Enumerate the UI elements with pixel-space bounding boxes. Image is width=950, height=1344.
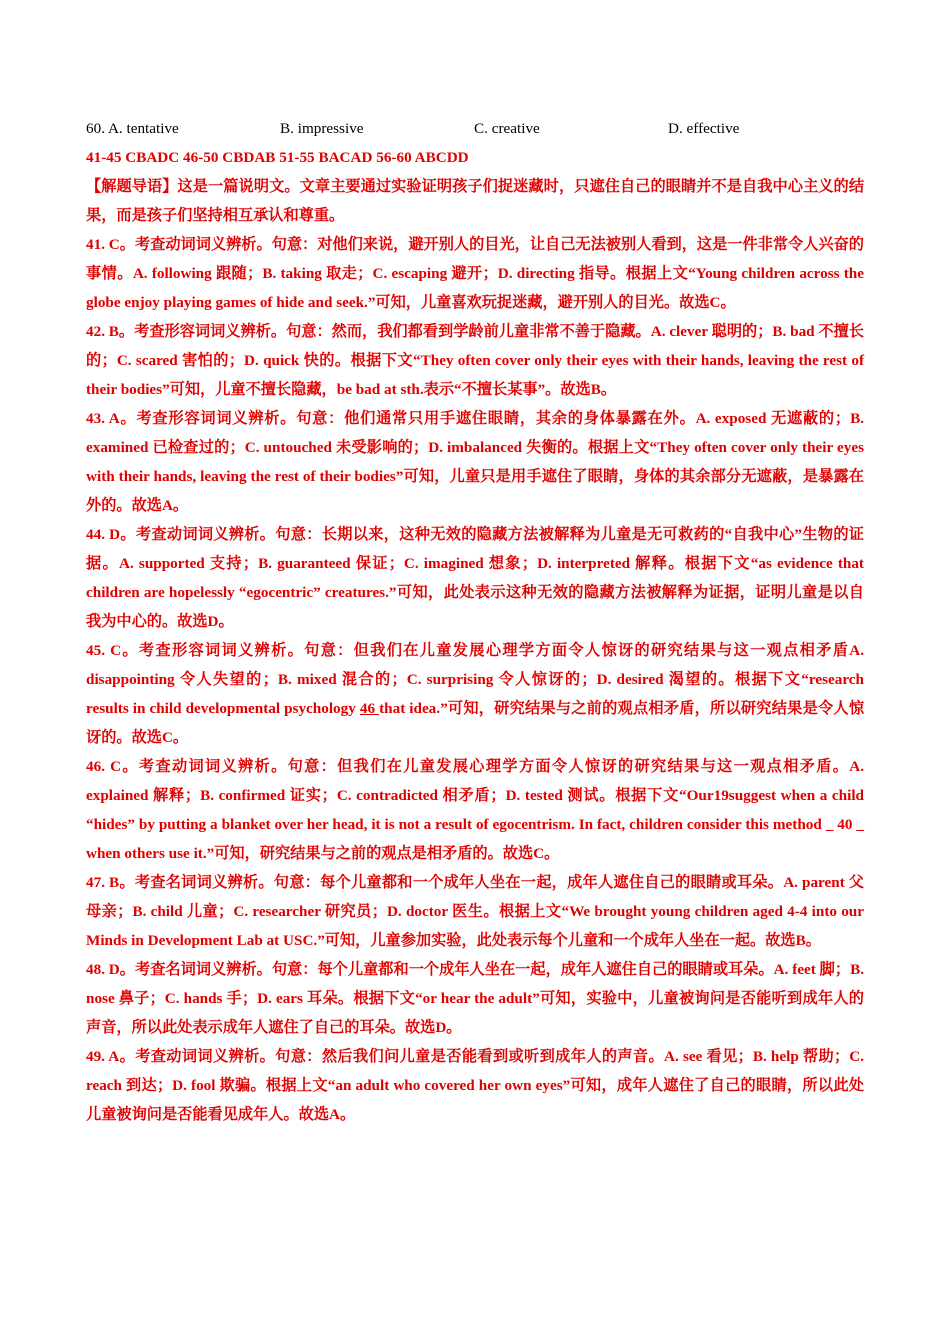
explanation-45 — [86, 636, 864, 752]
explanation-48: 48. D。考查名词词义辨析。句意：每个儿童都和一个成年人坐在一起，成年人遮住自己的眼睛或耳朵。A. feet 脚；B. nose 鼻子；C. hands 手；D. ears 耳朵。根据下文“or hear the adult”可知，实验中，儿童被询问是否能听到成年人的声音，所以此处表示成年人遮住了自己的耳朵。故选D。 — [86, 961, 864, 1036]
question-60-options — [86, 114, 864, 143]
explanation-45-part1: 45. C。考查形容词词义辨析。句意：但我们在儿童发展心理学方面令人惊讶的研究结果与这一观点相矛盾A. disappointing 令人失望的；B. mixed 混合的；C. surprising 令人惊讶的；D. desired 渴望的。根据下文“research results in child developmental psychology — [86, 642, 864, 717]
option-b: B. impressive — [280, 120, 364, 137]
explanation-45-part2: that idea.”可知，研究结果与之前的观点相矛盾，所以研究结果是令人惊讶的。故选C。 — [86, 700, 865, 746]
explanation-49: 49. A。考查动词词义辨析。句意：然后我们问儿童是否能看到或听到成年人的声音。A. see 看见；B. help 帮助；C. reach 到达；D. fool 欺骗。根据上文“an adult who covered her own eyes”可知，成年人遮住了自己的眼睛，所以此处儿童被询问是否能看见成年人。故选A。 — [86, 1048, 864, 1123]
explanation-44: 44. D。考查动词词义辨析。句意：长期以来，这种无效的隐藏方法被解释为儿童是无可救药的“自我中心”生物的证据。A. supported 支持；B. guaranteed 保证；C. imagined 想象；D. interpreted 解释。根据下文“as evidence that children are hopelessly “egocentric” creatures.”可知，此处表示这种无效的隐藏方法被解释为证据，证明儿童是以自我为中心的。故选D。 — [86, 526, 864, 630]
explanation-43: 43. A。考查形容词词义辨析。句意：他们通常只用手遮住眼睛，其余的身体暴露在外。A. exposed 无遮蔽的；B. examined 已检查过的；C. untouched 未受影响的；D. imbalanced 失衡的。根据上文“They often cover only their eyes with their hands, leaving the rest of their bodies”可知，儿童只是用手遮住了眼睛，身体的其余部分无遮蔽，是暴露在外的。故选A。 — [86, 410, 864, 514]
document-page — [86, 114, 864, 1129]
explanation-42: 42. B。考查形容词词义辨析。句意：然而，我们都看到学龄前儿童非常不善于隐藏。A. clever 聪明的；B. bad 不擅长的；C. scared 害怕的；D. quick 快的。根据下文“They often cover only their eyes with their hands, leaving the rest of their bodies”可知，儿童不擅长隐藏，be bad at sth.表示“不擅长某事”。故选B。 — [86, 323, 864, 398]
explanation-46: 46. C。考查动词词义辨析。句意：但我们在儿童发展心理学方面令人惊讶的研究结果与这一观点相矛盾。A. explained 解释；B. confirmed 证实；C. contradicted 相矛盾；D. tested 测试。根据下文“Our19suggest when a child “hides” by putting a blanket over her head, it is not a result of egocentrism. In fact, children consider this method _ 40 _ when others use it.”可知，研究结果与之前的观点是相矛盾的。故选C。 — [86, 758, 864, 862]
explanation-47: 47. B。考查名词词义辨析。句意：每个儿童都和一个成年人坐在一起，成年人遮住自己的眼睛或耳朵。A. parent 父母亲；B. child 儿童；C. researcher 研究员；D. doctor 医生。根据上文“We brought young children aged 4-4 into our Minds in Development Lab at USC.”可知，儿童参加实验，此处表示每个儿童和一个成年人坐在一起。故选B。 — [86, 874, 864, 949]
blank-46: 46 — [359, 700, 380, 717]
option-c: C. creative — [474, 120, 540, 137]
explanation-41: 41. C。考查动词词义辨析。句意：对他们来说，避开别人的目光，让自己无法被别人看到，这是一件非常令人兴奋的事情。A. following 跟随；B. taking 取走；C. escaping 避开；D. directing 指导。根据上文“Young children across the globe enjoy playing games of hide and seek.”可知，儿童喜欢玩捉迷藏，避开别人的目光。故选C。 — [86, 236, 864, 311]
option-d: D. effective — [668, 120, 740, 137]
option-a: 60. A. tentative — [86, 120, 179, 137]
answer-key: 41-45 CBADC 46-50 CBDAB 51-55 BACAD 56-60 ABCDD — [86, 149, 469, 166]
reading-guide: 【解题导语】这是一篇说明文。文章主要通过实验证明孩子们捉迷藏时，只遮住自己的眼睛并不是自我中心主义的结果，而是孩子们坚持相互承认和尊重。 — [86, 178, 864, 224]
